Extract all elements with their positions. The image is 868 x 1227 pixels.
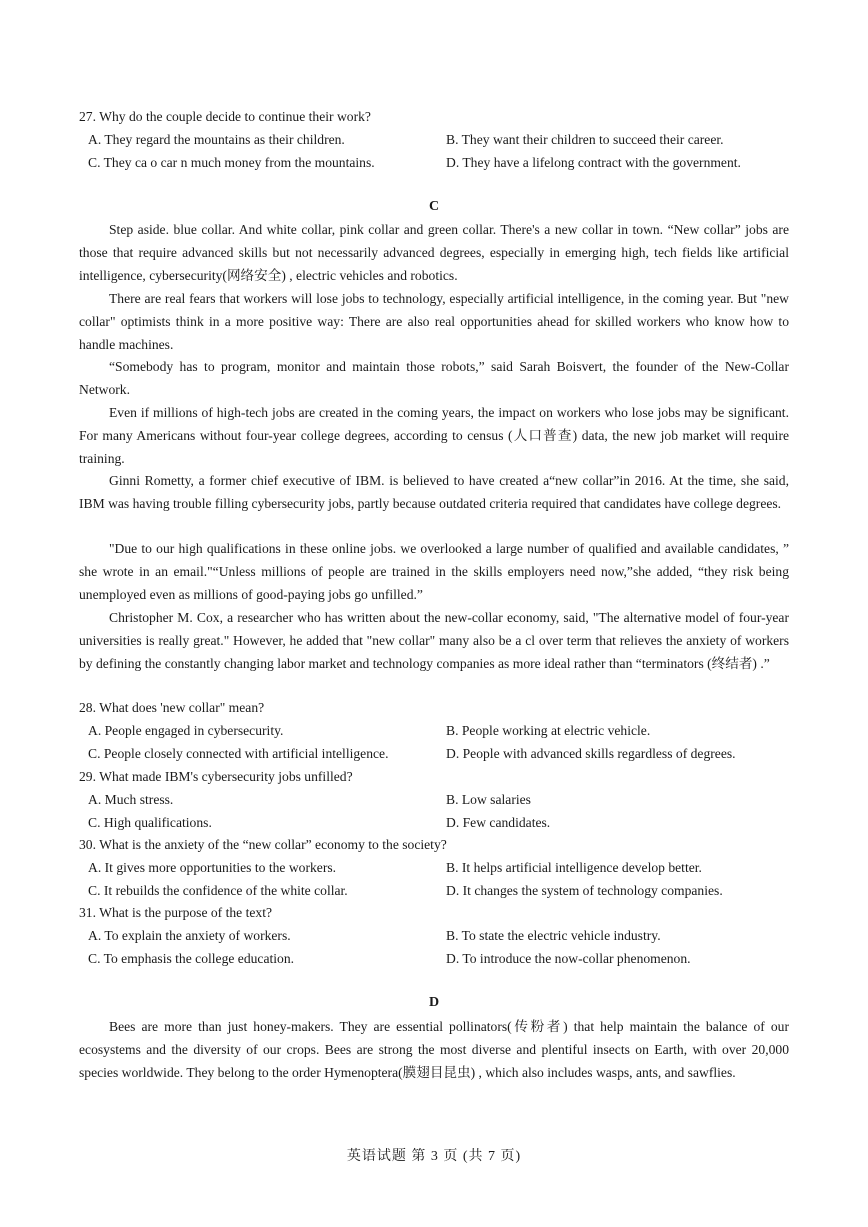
section-c-paragraph-7: Christopher M. Cox, a researcher who has written about the new-collar economy, said, "The alternative model of four-year universities is really great." However, he added that "new collar" many also be a cl over term that relieves the anxiety of workers by defining the constantly changing labor market and technology companies as more ideal rather than “terminators (终结者) .” [79,610,789,671]
question-31-option-d: D. To introduce the now-collar phenomenon. [446,951,691,966]
question-27-option-c: C. They ca o car n much money from the mountains. [88,155,375,170]
question-30-stem: 30. What is the anxiety of the “new collar” economy to the society? [79,837,447,852]
question-29-option-d: D. Few candidates. [446,815,551,830]
question-28-stem: 28. What does 'new collar" mean? [79,700,265,715]
page-footer: 英语试题 第 3 页 (共 7 页) [346,1149,522,1164]
section-c-paragraph-4: Even if millions of high-tech jobs are created in the coming years, the impact on workers who lose jobs may be significant. For many Americans without four-year college degrees, according to census (人口普查) data, the new job market will require training. [79,405,789,466]
question-31-stem: 31. What is the purpose of the text? [79,905,273,920]
section-c-paragraph-2: There are real fears that workers will lose jobs to technology, especially artificial intelligence, in the coming year. But "new collar" optimists think in a more positive way: There are also real opportunities ahead for skilled workers who know how to handle machines. [79,291,789,352]
section-c-paragraph-5: Ginni Rometty, a former chief executive of IBM. is believed to have created a“new collar”in 2016. At the time, she said, IBM was having trouble filling cybersecurity jobs, partly because outdated criteria required that candidates have college degrees. [79,473,789,511]
question-28-option-b: B. People working at electric vehicle. [446,723,651,738]
question-28-option-c: C. People closely connected with artificial intelligence. [88,746,389,761]
section-c-paragraph-1: Step aside. blue collar. And white collar, pink collar and green collar. There's a new collar in town. “New collar” jobs are those that require advanced skills but not necessarily advanced degrees, especially in emerging high, tech fields like artificial intelligence, cybersecurity(网络安全) , electric vehicles and robotics. [79,222,789,283]
question-30-option-d: D. It changes the system of technology companies. [446,883,723,898]
question-27-option-d: D. They have a lifelong contract with the government. [446,155,741,170]
section-c-heading: C [428,199,440,214]
section-d-heading: D [428,995,440,1010]
question-31-option-a: A. To explain the anxiety of workers. [88,928,291,943]
question-28-option-a: A. People engaged in cybersecurity. [88,723,284,738]
question-31-option-c: C. To emphasis the college education. [88,951,295,966]
question-30-option-b: B. It helps artificial intelligence develop better. [446,860,702,875]
question-29-option-c: C. High qualifications. [88,815,212,830]
question-27-option-a: A. They regard the mountains as their children. [88,132,345,147]
question-29-option-b: B. Low salaries [446,792,531,807]
question-29-option-a: A. Much stress. [88,792,174,807]
section-c-paragraph-3: “Somebody has to program, monitor and maintain those robots,” said Sarah Boisvert, the founder of the New-Collar Network. [79,359,789,397]
question-30-option-a: A. It gives more opportunities to the workers. [88,860,337,875]
section-c-paragraph-6: "Due to our high qualifications in these online jobs. we overlooked a large number of qualified and available candidates, ” she wrote in an email."“Unless millions of people are trained in the skills employers need now,”she added, “they risk being unemployed even as millions of good-paying jobs go unfilled.” [79,541,789,602]
question-27-option-b: B. They want their children to succeed their career. [446,132,724,147]
question-30-option-c: C. It rebuilds the confidence of the white collar. [88,883,348,898]
section-d-paragraph: Bees are more than just honey-makers. They are essential pollinators(传粉者) that help maintain the balance of our ecosystems and the diversity of our crops. Bees are strong the most diverse and plentiful insects on Earth, with over 20,000 species worldwide. They belong to the order Hymenoptera(膜翅目昆虫) , which also includes wasps, ants, and sawflies. [79,1019,789,1080]
question-31-option-b: B. To state the electric vehicle industry. [446,928,661,943]
question-27-stem: 27. Why do the couple decide to continue their work? [79,109,371,124]
question-28-option-d: D. People with advanced skills regardless of degrees. [446,746,736,761]
question-29-stem: 29. What made IBM's cybersecurity jobs unfilled? [79,769,353,784]
